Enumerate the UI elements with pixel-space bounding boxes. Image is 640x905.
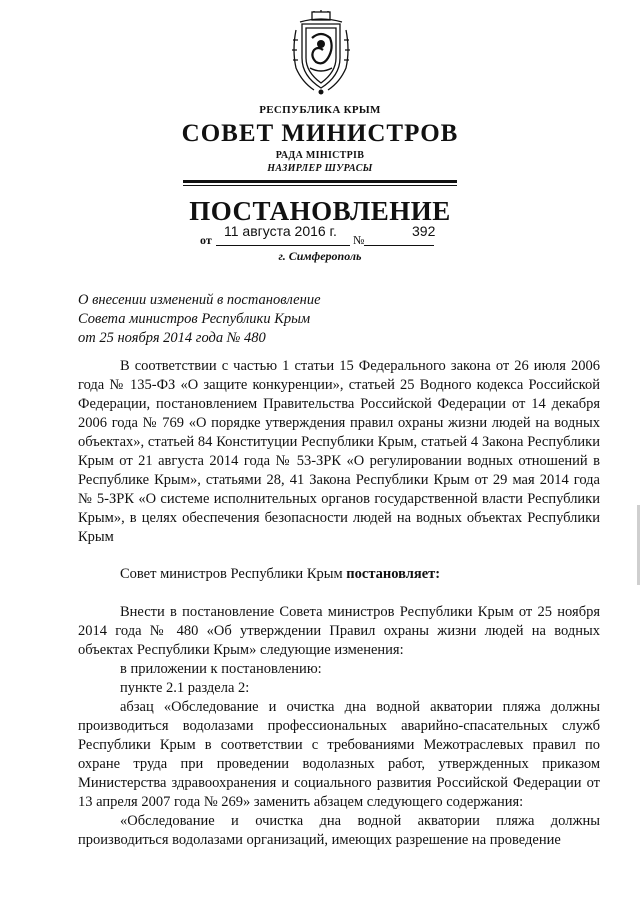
preamble-text: В соответствии с частью 1 статьи 15 Федерального закона от 26 июля 2006 года № 135-ФЗ «О защите конкуренции», статьей 25 Водного кодекса Российской Федерации, постановлением Правительства Российской Федерации от 14 декабря 2006 года № 769 «О порядке утверждения правил охраны жизни людей на водных объектах», статьей 84 Конституции Республики Крым, статьей 4 Закона Республики Крым от 21 августа 2014 года № 53-ЗРК «О регулировании водных отношений в Республике Крым», статьями 28, 41 Закона Республики Крым от 29 мая 2014 года № 5-ЗРК «О системе исполнительных органов государственной власти Республики Крым», в целях обеспечения безопасности людей на водных объектах Республики Крым (78, 358, 600, 545)
old-text-paragraph: абзац «Обследование и очистка дна водной акватории пляжа должны производиться водолазами профессиональных аварийно-спасательных служб Республики Крым в соответствии с требованиями Межотраслевых правил по охране труда при проведении водолазных работ, утвержденных приказом Министерства здравоохранения и социального развития Российской Федерации от 13 апреля 2007 года № 269» заменить абзацем следующего содержания: (78, 699, 600, 810)
resolution-text (78, 565, 600, 584)
number-label: № (353, 233, 365, 247)
resolution-paragraph (78, 565, 600, 584)
city-name: г. Симферополь (278, 249, 362, 263)
amend-paragraph: Внести в постановление Совета министров Республики Крым от 25 ноября 2014 года № 480 «Об утверждении Правил охраны жизни людей на водных объектах Республики Крым» следующие изменения: (78, 604, 600, 658)
number-underline (364, 245, 434, 246)
annex-paragraph: в приложении к постановлению: (120, 661, 322, 677)
date-underline (216, 245, 350, 246)
header-rule-thick (183, 180, 457, 183)
header-rule-thin (183, 185, 457, 186)
resolves-word: постановляет: (346, 566, 441, 582)
council-name-ua: РАДА МІНІСТРІВ (275, 150, 365, 161)
resolution-subject: Совет министров Республики Крым (120, 566, 347, 582)
subject-line: от 25 ноября 2014 года № 480 (78, 330, 266, 346)
council-name-crh: НАЗИРЛЕР ШУРАСЫ (267, 163, 373, 174)
coat-of-arms-icon (290, 10, 352, 96)
new-text-paragraph: «Обследование и очистка дна водной акватории пляжа должны производиться водолазами организаций, имеющих разрешение на проведение (78, 813, 600, 848)
operative-text (78, 603, 600, 850)
date-number-line (200, 223, 440, 248)
from-label: от (200, 233, 212, 247)
republic-name: РЕСПУБЛИКА КРЫМ (259, 104, 381, 116)
clause-paragraph: пункте 2.1 раздела 2: (120, 680, 250, 696)
subject-line: Совета министров Республики Крым (78, 311, 311, 327)
document-subject (78, 291, 378, 348)
document-date: 11 августа 2016 г. (224, 223, 337, 239)
council-name: СОВЕТ МИНИСТРОВ (181, 120, 459, 147)
document-number: 392 (412, 223, 436, 239)
preamble-paragraph (78, 357, 600, 547)
document-type-title: ПОСТАНОВЛЕНИЕ (189, 196, 451, 226)
subject-line: О внесении изменений в постановление (78, 292, 321, 308)
